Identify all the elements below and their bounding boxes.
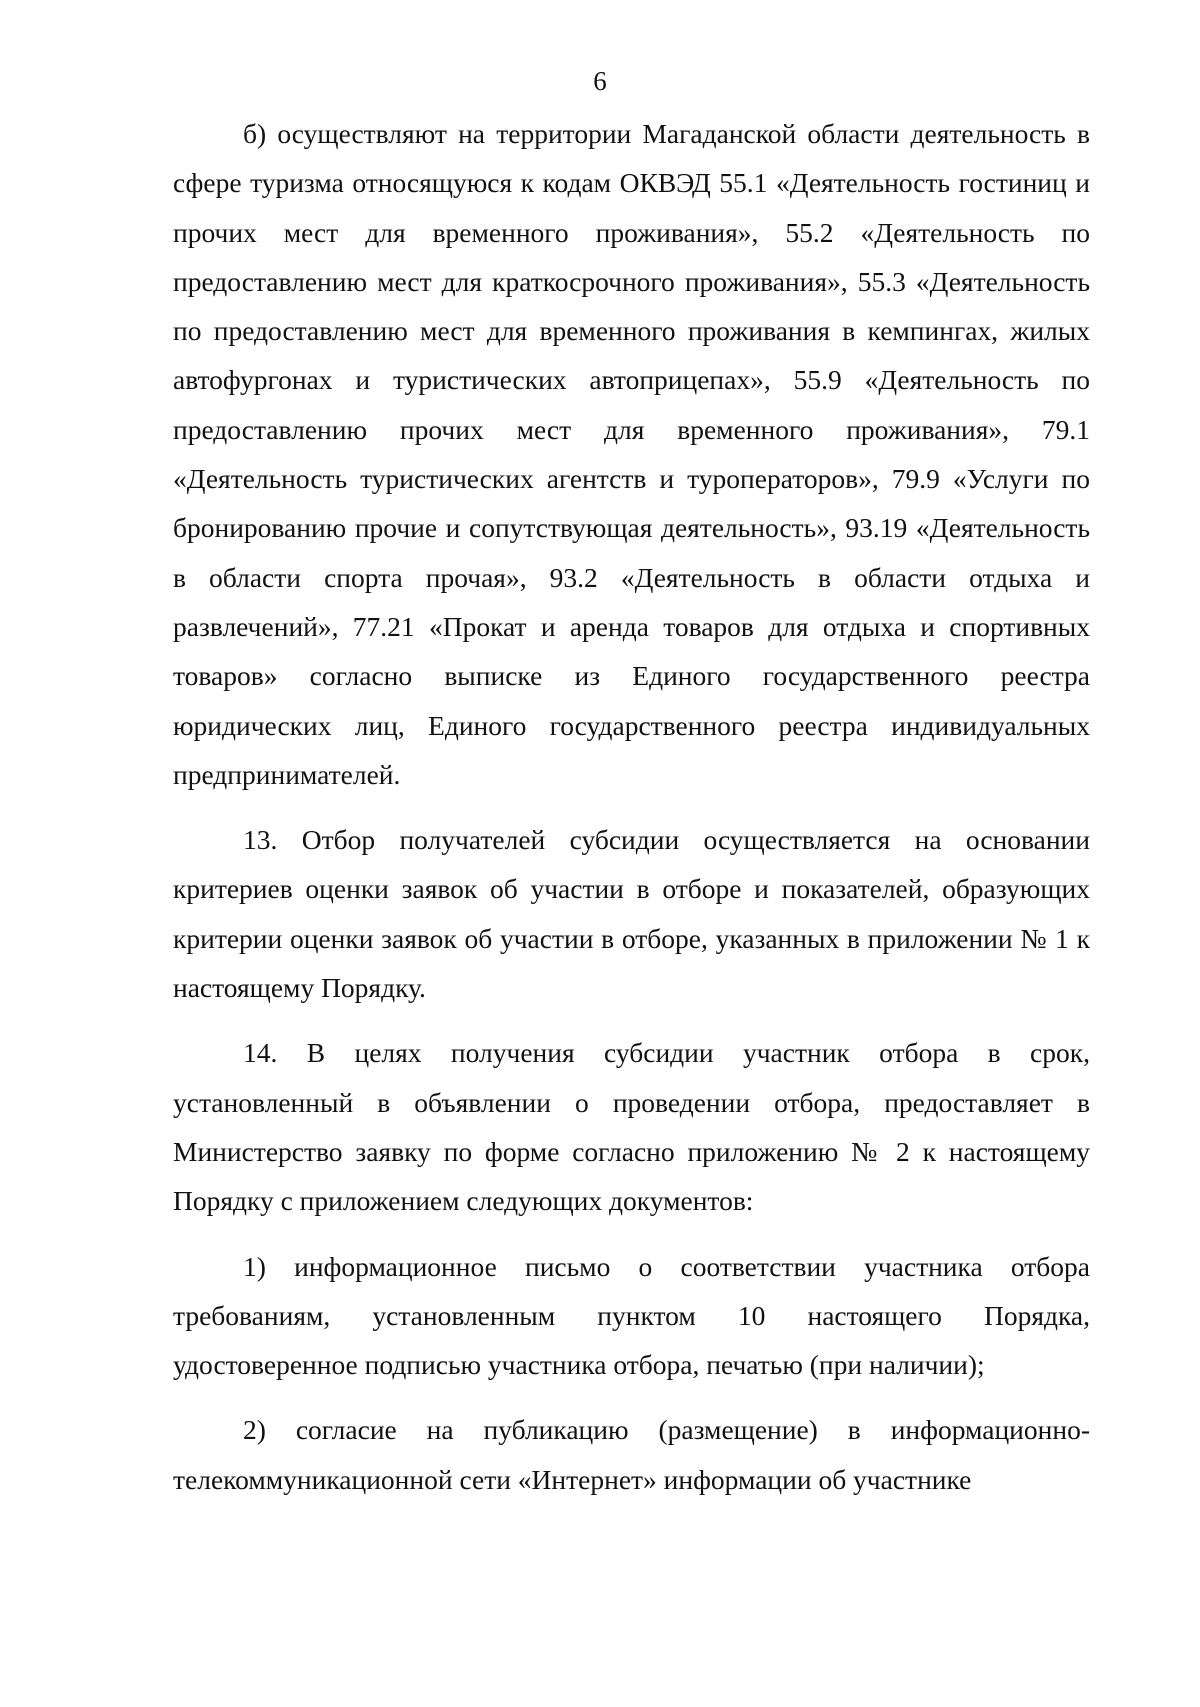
paragraph-14: 14. В целях получения субсидии участник отбора в срок, установленный в объявлении о проведении отбора, предоставляет в Министерство заявку по форме согласно приложению № 2 к настоящему Порядку с приложением следующих документов:	[173, 1037, 1090, 1217]
page-number: 6	[593, 66, 607, 96]
paragraph-subitem-b: б) осуществляют на территории Магаданской области деятельность в сфере туризма относящуюся к кодам ОКВЭД 55.1 «Деятельность гостиниц и прочих мест для временного проживания», 55.2 «Деятельность по предоставлению мест для краткосрочного проживания», 55.3 «Деятельность по предоставлению мест для временного проживания в кемпингах, жилых автофургонах и туристических автоприцепах», 55.9 «Деятельность по предоставлению прочих мест для временного проживания», 79.1 «Деятельность туристических агентств и туроператоров», 79.9 «Услуги по бронированию прочие и сопутствующая деятельность», 93.19 «Деятельность в области спорта прочая», 93.2 «Деятельность в области отдыха и развлечений», 77.21 «Прокат и аренда товаров для отдыха и спортивных товаров» согласно выписке из Единого государственного реестра юридических лиц, Единого государственного реестра индивидуальных предпринимателей.	[173, 118, 1090, 790]
paragraph-13: 13. Отбор получателей субсидии осуществляется на основании критериев оценки заявок об участии в отборе и показателей, образующих критерии оценки заявок об участии в отборе, указанных в приложении № 1 к настоящему Порядку.	[173, 824, 1090, 1004]
paragraph-14-item-2: 2) согласие на публикацию (размещение) в информационно-телекоммуникационной сети «Интернет» информации об участнике	[173, 1414, 1090, 1495]
paragraph-14-item-1: 1) информационное письмо о соответствии участника отбора требованиям, установленным пунктом 10 настоящего Порядка, удостоверенное подписью участника отбора, печатью (при наличии);	[173, 1250, 1090, 1381]
document-body	[173, 109, 1090, 1520]
